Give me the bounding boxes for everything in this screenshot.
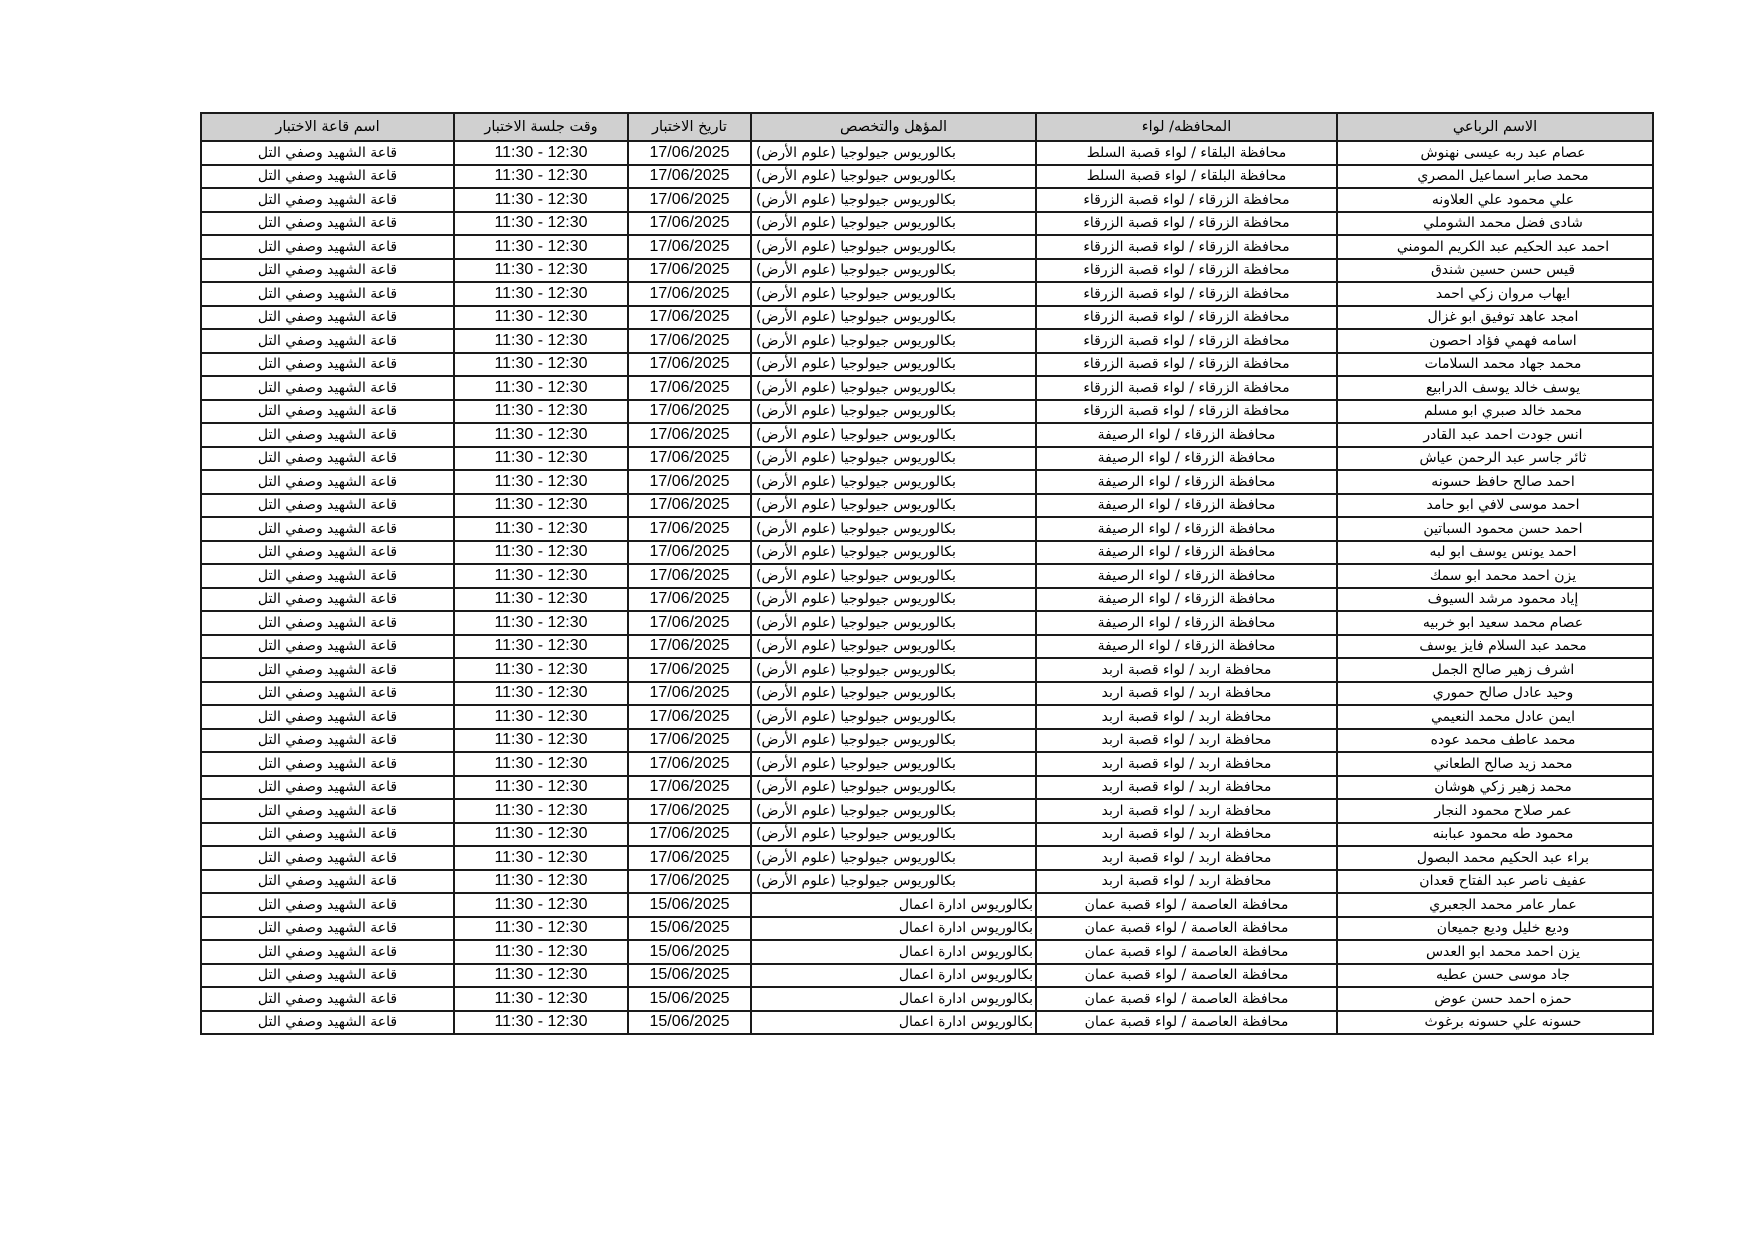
cell-name: محمد جهاد محمد السلامات	[1337, 353, 1653, 377]
cell-date: 17/06/2025	[628, 658, 751, 682]
cell-time: 11:30 - 12:30	[454, 1011, 628, 1035]
cell-governorate: محافظة الزرقاء / لواء الرصيفة	[1036, 611, 1337, 635]
cell-date: 17/06/2025	[628, 517, 751, 541]
cell-qualification: بكالوريوس جيولوجيا (علوم الأرض)	[751, 376, 1036, 400]
cell-hall: قاعة الشهيد وصفي التل	[201, 964, 454, 988]
cell-date: 17/06/2025	[628, 423, 751, 447]
cell-governorate: محافظة الزرقاء / لواء قصبة الزرقاء	[1036, 329, 1337, 353]
cell-name: حسونه علي حسونه برغوث	[1337, 1011, 1653, 1035]
cell-governorate: محافظة الزرقاء / لواء الرصيفة	[1036, 564, 1337, 588]
table-row	[201, 259, 1653, 283]
cell-governorate: محافظة الزرقاء / لواء الرصيفة	[1036, 447, 1337, 471]
cell-name: محمد خالد صبري ابو مسلم	[1337, 400, 1653, 424]
cell-hall: قاعة الشهيد وصفي التل	[201, 729, 454, 753]
cell-qualification: بكالوريوس جيولوجيا (علوم الأرض)	[751, 823, 1036, 847]
cell-hall: قاعة الشهيد وصفي التل	[201, 470, 454, 494]
table-row	[201, 964, 1653, 988]
table-row	[201, 705, 1653, 729]
cell-name: يزن احمد محمد ابو سمك	[1337, 564, 1653, 588]
cell-hall: قاعة الشهيد وصفي التل	[201, 259, 454, 283]
cell-governorate: محافظة اربد / لواء قصبة اربد	[1036, 705, 1337, 729]
cell-name: محمود طه محمود عبابنه	[1337, 823, 1653, 847]
header-hall: اسم قاعة الاختبار	[201, 113, 454, 141]
cell-time: 11:30 - 12:30	[454, 188, 628, 212]
cell-date: 15/06/2025	[628, 917, 751, 941]
cell-hall: قاعة الشهيد وصفي التل	[201, 400, 454, 424]
cell-date: 17/06/2025	[628, 282, 751, 306]
cell-qualification: بكالوريوس جيولوجيا (علوم الأرض)	[751, 400, 1036, 424]
cell-qualification: بكالوريوس جيولوجيا (علوم الأرض)	[751, 235, 1036, 259]
cell-name: محمد عاطف محمد عوده	[1337, 729, 1653, 753]
cell-time: 11:30 - 12:30	[454, 541, 628, 565]
cell-time: 11:30 - 12:30	[454, 776, 628, 800]
cell-time: 11:30 - 12:30	[454, 306, 628, 330]
cell-time: 11:30 - 12:30	[454, 588, 628, 612]
cell-time: 11:30 - 12:30	[454, 823, 628, 847]
cell-governorate: محافظة الزرقاء / لواء الرصيفة	[1036, 588, 1337, 612]
cell-governorate: محافظة الزرقاء / لواء قصبة الزرقاء	[1036, 353, 1337, 377]
cell-governorate: محافظة العاصمة / لواء قصبة عمان	[1036, 917, 1337, 941]
cell-hall: قاعة الشهيد وصفي التل	[201, 353, 454, 377]
exam-schedule-table	[200, 112, 1654, 1035]
cell-hall: قاعة الشهيد وصفي التل	[201, 517, 454, 541]
table-row	[201, 235, 1653, 259]
cell-hall: قاعة الشهيد وصفي التل	[201, 141, 454, 165]
cell-date: 17/06/2025	[628, 682, 751, 706]
cell-time: 11:30 - 12:30	[454, 870, 628, 894]
cell-date: 17/06/2025	[628, 188, 751, 212]
header-time: وقت جلسة الاختبار	[454, 113, 628, 141]
cell-qualification: بكالوريوس جيولوجيا (علوم الأرض)	[751, 165, 1036, 189]
cell-qualification: بكالوريوس جيولوجيا (علوم الأرض)	[751, 447, 1036, 471]
cell-name: احمد موسى لافي ابو حامد	[1337, 494, 1653, 518]
cell-name: احمد صالح حافظ حسونه	[1337, 470, 1653, 494]
cell-governorate: محافظة الزرقاء / لواء قصبة الزرقاء	[1036, 188, 1337, 212]
cell-governorate: محافظة العاصمة / لواء قصبة عمان	[1036, 940, 1337, 964]
cell-name: امجد عاهد توفيق ابو غزال	[1337, 306, 1653, 330]
cell-date: 17/06/2025	[628, 165, 751, 189]
cell-name: شادى فضل محمد الشوملي	[1337, 212, 1653, 236]
cell-time: 11:30 - 12:30	[454, 705, 628, 729]
cell-time: 11:30 - 12:30	[454, 917, 628, 941]
cell-hall: قاعة الشهيد وصفي التل	[201, 987, 454, 1011]
header-date: تاريخ الاختبار	[628, 113, 751, 141]
cell-date: 17/06/2025	[628, 141, 751, 165]
cell-governorate: محافظة الزرقاء / لواء الرصيفة	[1036, 541, 1337, 565]
cell-date: 17/06/2025	[628, 799, 751, 823]
cell-name: قيس حسن حسين شندق	[1337, 259, 1653, 283]
exam-schedule-sheet	[202, 112, 1654, 1035]
cell-time: 11:30 - 12:30	[454, 494, 628, 518]
cell-time: 11:30 - 12:30	[454, 470, 628, 494]
cell-time: 11:30 - 12:30	[454, 611, 628, 635]
cell-time: 11:30 - 12:30	[454, 329, 628, 353]
cell-name: براء عبد الحكيم محمد البصول	[1337, 846, 1653, 870]
cell-date: 17/06/2025	[628, 306, 751, 330]
table-row	[201, 776, 1653, 800]
cell-date: 17/06/2025	[628, 212, 751, 236]
table-row	[201, 1011, 1653, 1035]
cell-governorate: محافظة البلقاء / لواء قصبة السلط	[1036, 141, 1337, 165]
table-row	[201, 282, 1653, 306]
cell-governorate: محافظة اربد / لواء قصبة اربد	[1036, 682, 1337, 706]
cell-qualification: بكالوريوس جيولوجيا (علوم الأرض)	[751, 282, 1036, 306]
cell-time: 11:30 - 12:30	[454, 517, 628, 541]
table-row	[201, 141, 1653, 165]
cell-date: 17/06/2025	[628, 776, 751, 800]
table-row	[201, 564, 1653, 588]
table-row	[201, 423, 1653, 447]
cell-hall: قاعة الشهيد وصفي التل	[201, 776, 454, 800]
cell-name: عمار عامر محمد الجعبري	[1337, 893, 1653, 917]
cell-qualification: بكالوريوس جيولوجيا (علوم الأرض)	[751, 682, 1036, 706]
cell-hall: قاعة الشهيد وصفي التل	[201, 494, 454, 518]
cell-hall: قاعة الشهيد وصفي التل	[201, 705, 454, 729]
cell-qualification: بكالوريوس جيولوجيا (علوم الأرض)	[751, 541, 1036, 565]
cell-date: 17/06/2025	[628, 588, 751, 612]
cell-name: عصام عبد ربه عيسى نهنوش	[1337, 141, 1653, 165]
table-row	[201, 799, 1653, 823]
cell-date: 15/06/2025	[628, 1011, 751, 1035]
cell-governorate: محافظة العاصمة / لواء قصبة عمان	[1036, 1011, 1337, 1035]
cell-qualification: بكالوريوس جيولوجيا (علوم الأرض)	[751, 588, 1036, 612]
cell-governorate: محافظة اربد / لواء قصبة اربد	[1036, 729, 1337, 753]
cell-time: 11:30 - 12:30	[454, 658, 628, 682]
table-row	[201, 400, 1653, 424]
cell-date: 17/06/2025	[628, 823, 751, 847]
cell-governorate: محافظة الزرقاء / لواء الرصيفة	[1036, 635, 1337, 659]
cell-date: 15/06/2025	[628, 893, 751, 917]
cell-qualification: بكالوريوس جيولوجيا (علوم الأرض)	[751, 494, 1036, 518]
cell-governorate: محافظة اربد / لواء قصبة اربد	[1036, 658, 1337, 682]
cell-qualification: بكالوريوس جيولوجيا (علوم الأرض)	[751, 729, 1036, 753]
cell-name: جاد موسى حسن عطيه	[1337, 964, 1653, 988]
cell-qualification: بكالوريوس جيولوجيا (علوم الأرض)	[751, 306, 1036, 330]
cell-time: 11:30 - 12:30	[454, 987, 628, 1011]
cell-qualification: بكالوريوس جيولوجيا (علوم الأرض)	[751, 517, 1036, 541]
cell-hall: قاعة الشهيد وصفي التل	[201, 870, 454, 894]
cell-time: 11:30 - 12:30	[454, 964, 628, 988]
cell-time: 11:30 - 12:30	[454, 165, 628, 189]
cell-name: وحيد عادل صالح حموري	[1337, 682, 1653, 706]
cell-qualification: بكالوريوس جيولوجيا (علوم الأرض)	[751, 212, 1036, 236]
cell-name: يزن احمد محمد ابو العدس	[1337, 940, 1653, 964]
cell-time: 11:30 - 12:30	[454, 940, 628, 964]
table-row	[201, 658, 1653, 682]
cell-name: إياد محمود مرشد السيوف	[1337, 588, 1653, 612]
cell-hall: قاعة الشهيد وصفي التل	[201, 588, 454, 612]
cell-date: 15/06/2025	[628, 940, 751, 964]
cell-governorate: محافظة اربد / لواء قصبة اربد	[1036, 823, 1337, 847]
cell-qualification: بكالوريوس ادارة اعمال	[751, 940, 1036, 964]
cell-date: 17/06/2025	[628, 259, 751, 283]
cell-date: 17/06/2025	[628, 353, 751, 377]
cell-name: محمد زيد صالح الطعاني	[1337, 752, 1653, 776]
cell-name: احمد حسن محمود السباتين	[1337, 517, 1653, 541]
cell-hall: قاعة الشهيد وصفي التل	[201, 799, 454, 823]
cell-name: محمد عبد السلام فايز يوسف	[1337, 635, 1653, 659]
cell-qualification: بكالوريوس جيولوجيا (علوم الأرض)	[751, 329, 1036, 353]
cell-hall: قاعة الشهيد وصفي التل	[201, 212, 454, 236]
cell-hall: قاعة الشهيد وصفي التل	[201, 282, 454, 306]
cell-date: 17/06/2025	[628, 635, 751, 659]
cell-governorate: محافظة اربد / لواء قصبة اربد	[1036, 870, 1337, 894]
cell-date: 17/06/2025	[628, 564, 751, 588]
cell-hall: قاعة الشهيد وصفي التل	[201, 235, 454, 259]
cell-governorate: محافظة الزرقاء / لواء قصبة الزرقاء	[1036, 212, 1337, 236]
cell-date: 17/06/2025	[628, 376, 751, 400]
cell-time: 11:30 - 12:30	[454, 682, 628, 706]
cell-time: 11:30 - 12:30	[454, 353, 628, 377]
table-row	[201, 212, 1653, 236]
cell-name: ايهاب مروان زكي احمد	[1337, 282, 1653, 306]
cell-time: 11:30 - 12:30	[454, 846, 628, 870]
cell-hall: قاعة الشهيد وصفي التل	[201, 752, 454, 776]
cell-qualification: بكالوريوس جيولوجيا (علوم الأرض)	[751, 870, 1036, 894]
cell-governorate: محافظة الزرقاء / لواء الرصيفة	[1036, 470, 1337, 494]
cell-qualification: بكالوريوس جيولوجيا (علوم الأرض)	[751, 564, 1036, 588]
cell-name: ايمن عادل محمد النعيمي	[1337, 705, 1653, 729]
cell-date: 17/06/2025	[628, 611, 751, 635]
cell-name: محمد زهير زكي هوشان	[1337, 776, 1653, 800]
cell-hall: قاعة الشهيد وصفي التل	[201, 447, 454, 471]
cell-date: 17/06/2025	[628, 235, 751, 259]
cell-name: ثائر جاسر عبد الرحمن عياش	[1337, 447, 1653, 471]
table-row	[201, 541, 1653, 565]
cell-hall: قاعة الشهيد وصفي التل	[201, 940, 454, 964]
cell-qualification: بكالوريوس ادارة اعمال	[751, 917, 1036, 941]
cell-date: 15/06/2025	[628, 964, 751, 988]
table-row	[201, 940, 1653, 964]
table-row	[201, 494, 1653, 518]
table-row	[201, 870, 1653, 894]
cell-qualification: بكالوريوس ادارة اعمال	[751, 964, 1036, 988]
cell-date: 17/06/2025	[628, 752, 751, 776]
cell-qualification: بكالوريوس جيولوجيا (علوم الأرض)	[751, 470, 1036, 494]
cell-time: 11:30 - 12:30	[454, 564, 628, 588]
table-header	[201, 113, 1653, 141]
cell-date: 17/06/2025	[628, 846, 751, 870]
table-row	[201, 752, 1653, 776]
cell-qualification: بكالوريوس ادارة اعمال	[751, 987, 1036, 1011]
cell-governorate: محافظة الزرقاء / لواء قصبة الزرقاء	[1036, 235, 1337, 259]
header-governorate: المحافظه/ لواء	[1036, 113, 1337, 141]
cell-governorate: محافظة الزرقاء / لواء قصبة الزرقاء	[1036, 306, 1337, 330]
cell-time: 11:30 - 12:30	[454, 212, 628, 236]
cell-time: 11:30 - 12:30	[454, 376, 628, 400]
cell-time: 11:30 - 12:30	[454, 752, 628, 776]
table-row	[201, 588, 1653, 612]
cell-governorate: محافظة اربد / لواء قصبة اربد	[1036, 752, 1337, 776]
cell-hall: قاعة الشهيد وصفي التل	[201, 306, 454, 330]
cell-qualification: بكالوريوس جيولوجيا (علوم الأرض)	[751, 846, 1036, 870]
cell-governorate: محافظة اربد / لواء قصبة اربد	[1036, 799, 1337, 823]
table-row	[201, 376, 1653, 400]
cell-hall: قاعة الشهيد وصفي التل	[201, 376, 454, 400]
cell-name: احمد يونس يوسف ابو لبه	[1337, 541, 1653, 565]
table-row	[201, 893, 1653, 917]
cell-hall: قاعة الشهيد وصفي التل	[201, 682, 454, 706]
cell-name: احمد عبد الحكيم عبد الكريم المومني	[1337, 235, 1653, 259]
cell-date: 17/06/2025	[628, 870, 751, 894]
table-row	[201, 165, 1653, 189]
cell-hall: قاعة الشهيد وصفي التل	[201, 541, 454, 565]
cell-hall: قاعة الشهيد وصفي التل	[201, 846, 454, 870]
cell-date: 17/06/2025	[628, 705, 751, 729]
cell-qualification: بكالوريوس جيولوجيا (علوم الأرض)	[751, 423, 1036, 447]
cell-qualification: بكالوريوس جيولوجيا (علوم الأرض)	[751, 353, 1036, 377]
cell-qualification: بكالوريوس جيولوجيا (علوم الأرض)	[751, 259, 1036, 283]
cell-governorate: محافظة البلقاء / لواء قصبة السلط	[1036, 165, 1337, 189]
cell-time: 11:30 - 12:30	[454, 423, 628, 447]
cell-qualification: بكالوريوس جيولوجيا (علوم الأرض)	[751, 799, 1036, 823]
cell-hall: قاعة الشهيد وصفي التل	[201, 165, 454, 189]
cell-hall: قاعة الشهيد وصفي التل	[201, 893, 454, 917]
cell-time: 11:30 - 12:30	[454, 259, 628, 283]
table-row	[201, 682, 1653, 706]
table-row	[201, 470, 1653, 494]
cell-time: 11:30 - 12:30	[454, 141, 628, 165]
cell-qualification: بكالوريوس جيولوجيا (علوم الأرض)	[751, 776, 1036, 800]
cell-governorate: محافظة الزرقاء / لواء قصبة الزرقاء	[1036, 282, 1337, 306]
cell-name: اسامه فهمي فؤاد احصون	[1337, 329, 1653, 353]
cell-governorate: محافظة الزرقاء / لواء قصبة الزرقاء	[1036, 400, 1337, 424]
cell-governorate: محافظة الزرقاء / لواء الرصيفة	[1036, 517, 1337, 541]
cell-qualification: بكالوريوس ادارة اعمال	[751, 893, 1036, 917]
cell-date: 17/06/2025	[628, 494, 751, 518]
cell-date: 15/06/2025	[628, 987, 751, 1011]
cell-time: 11:30 - 12:30	[454, 447, 628, 471]
cell-time: 11:30 - 12:30	[454, 799, 628, 823]
cell-name: عفيف ناصر عبد الفتاح قعدان	[1337, 870, 1653, 894]
cell-governorate: محافظة اربد / لواء قصبة اربد	[1036, 776, 1337, 800]
table-row	[201, 729, 1653, 753]
cell-time: 11:30 - 12:30	[454, 893, 628, 917]
header-qualification: المؤهل والتخصص	[751, 113, 1036, 141]
cell-governorate: محافظة الزرقاء / لواء الرصيفة	[1036, 423, 1337, 447]
cell-date: 17/06/2025	[628, 470, 751, 494]
cell-time: 11:30 - 12:30	[454, 235, 628, 259]
cell-governorate: محافظة الزرقاء / لواء الرصيفة	[1036, 494, 1337, 518]
cell-qualification: بكالوريوس جيولوجيا (علوم الأرض)	[751, 141, 1036, 165]
cell-name: يوسف خالد يوسف الدرابيع	[1337, 376, 1653, 400]
cell-name: عصام محمد سعيد ابو خربيه	[1337, 611, 1653, 635]
cell-hall: قاعة الشهيد وصفي التل	[201, 823, 454, 847]
table-row	[201, 635, 1653, 659]
cell-date: 17/06/2025	[628, 729, 751, 753]
table-row	[201, 611, 1653, 635]
cell-qualification: بكالوريوس جيولوجيا (علوم الأرض)	[751, 705, 1036, 729]
cell-governorate: محافظة العاصمة / لواء قصبة عمان	[1036, 987, 1337, 1011]
table-row	[201, 917, 1653, 941]
cell-hall: قاعة الشهيد وصفي التل	[201, 658, 454, 682]
cell-governorate: محافظة العاصمة / لواء قصبة عمان	[1036, 893, 1337, 917]
cell-qualification: بكالوريوس جيولوجيا (علوم الأرض)	[751, 658, 1036, 682]
cell-hall: قاعة الشهيد وصفي التل	[201, 1011, 454, 1035]
header-row	[201, 113, 1653, 141]
cell-hall: قاعة الشهيد وصفي التل	[201, 635, 454, 659]
cell-name: اشرف زهير صالح الجمل	[1337, 658, 1653, 682]
cell-time: 11:30 - 12:30	[454, 400, 628, 424]
table-row	[201, 447, 1653, 471]
table-body	[201, 141, 1653, 1034]
cell-hall: قاعة الشهيد وصفي التل	[201, 564, 454, 588]
cell-date: 17/06/2025	[628, 447, 751, 471]
cell-name: حمزه احمد حسن عوض	[1337, 987, 1653, 1011]
cell-governorate: محافظة اربد / لواء قصبة اربد	[1036, 846, 1337, 870]
cell-governorate: محافظة العاصمة / لواء قصبة عمان	[1036, 964, 1337, 988]
cell-hall: قاعة الشهيد وصفي التل	[201, 611, 454, 635]
cell-governorate: محافظة الزرقاء / لواء قصبة الزرقاء	[1036, 376, 1337, 400]
table-row	[201, 188, 1653, 212]
table-row	[201, 306, 1653, 330]
cell-hall: قاعة الشهيد وصفي التل	[201, 329, 454, 353]
cell-hall: قاعة الشهيد وصفي التل	[201, 917, 454, 941]
cell-name: محمد صابر اسماعيل المصري	[1337, 165, 1653, 189]
table-row	[201, 987, 1653, 1011]
table-row	[201, 823, 1653, 847]
cell-hall: قاعة الشهيد وصفي التل	[201, 188, 454, 212]
header-name: الاسم الرباعي	[1337, 113, 1653, 141]
cell-qualification: بكالوريوس جيولوجيا (علوم الأرض)	[751, 188, 1036, 212]
cell-time: 11:30 - 12:30	[454, 282, 628, 306]
table-row	[201, 517, 1653, 541]
cell-date: 17/06/2025	[628, 329, 751, 353]
cell-date: 17/06/2025	[628, 400, 751, 424]
cell-name: انس جودت احمد عبد القادر	[1337, 423, 1653, 447]
cell-hall: قاعة الشهيد وصفي التل	[201, 423, 454, 447]
table-row	[201, 846, 1653, 870]
cell-qualification: بكالوريوس ادارة اعمال	[751, 1011, 1036, 1035]
cell-name: وديع خليل وديع جميعان	[1337, 917, 1653, 941]
cell-name: علي محمود علي العلاونه	[1337, 188, 1653, 212]
cell-date: 17/06/2025	[628, 541, 751, 565]
cell-name: عمر صلاح محمود النجار	[1337, 799, 1653, 823]
cell-time: 11:30 - 12:30	[454, 635, 628, 659]
cell-qualification: بكالوريوس جيولوجيا (علوم الأرض)	[751, 611, 1036, 635]
cell-governorate: محافظة الزرقاء / لواء قصبة الزرقاء	[1036, 259, 1337, 283]
cell-time: 11:30 - 12:30	[454, 729, 628, 753]
cell-qualification: بكالوريوس جيولوجيا (علوم الأرض)	[751, 635, 1036, 659]
table-row	[201, 353, 1653, 377]
cell-qualification: بكالوريوس جيولوجيا (علوم الأرض)	[751, 752, 1036, 776]
table-row	[201, 329, 1653, 353]
